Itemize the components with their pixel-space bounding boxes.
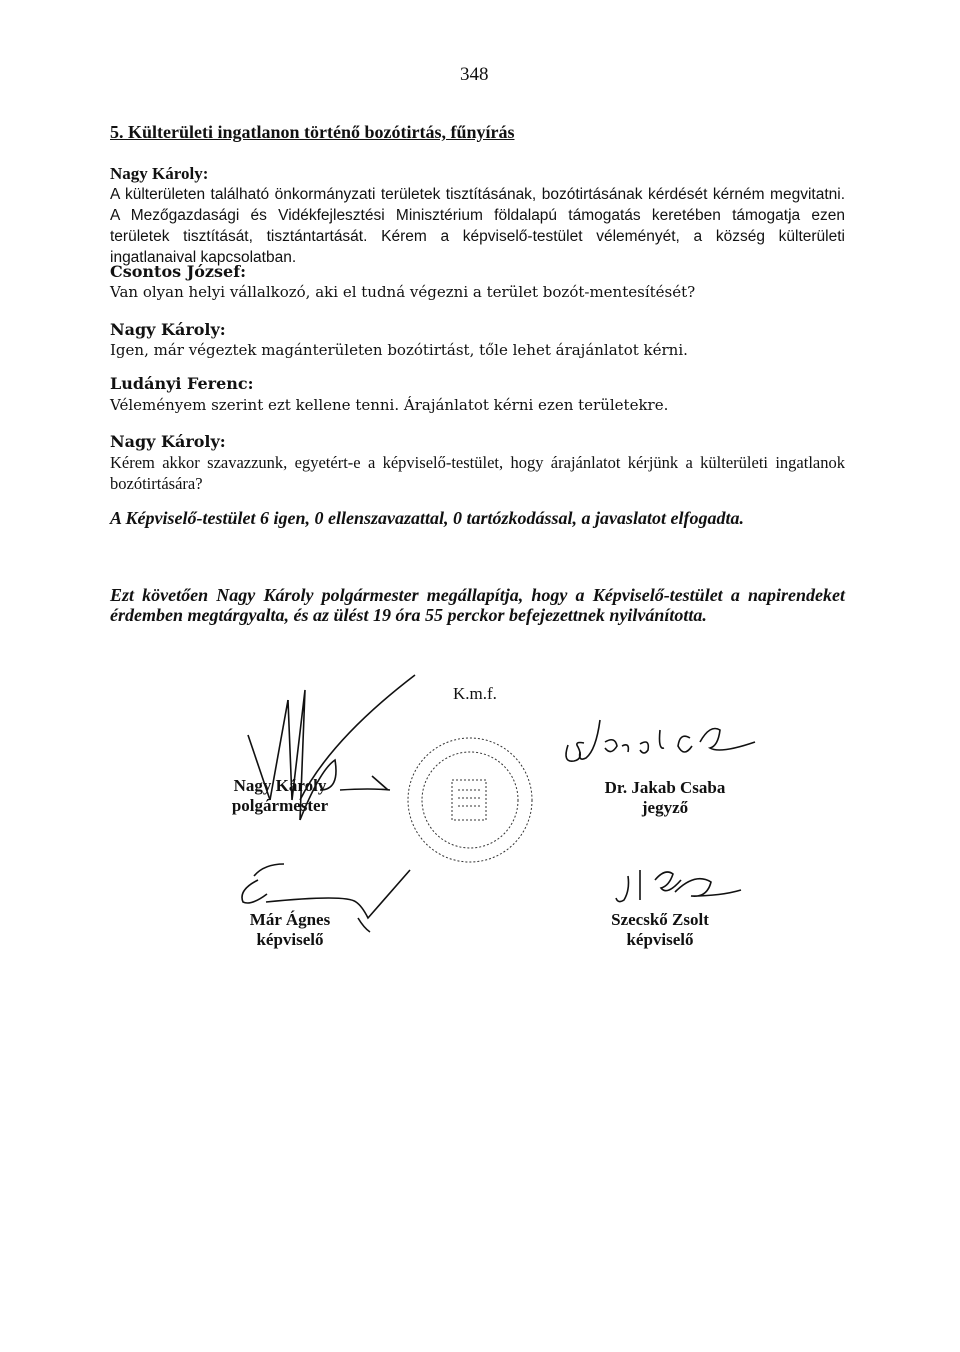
notary-signature bbox=[566, 720, 755, 761]
signatory-name: Szecskő Zsolt bbox=[611, 910, 709, 929]
speaker-label: Csontos József: bbox=[110, 262, 246, 281]
speaker-label: Ludányi Ferenc: bbox=[110, 374, 254, 393]
rep1-signature bbox=[242, 864, 410, 932]
signatory-name: Már Ágnes bbox=[249, 910, 331, 929]
signatory-role: képviselő bbox=[626, 930, 694, 949]
rep2-signature bbox=[616, 870, 741, 902]
speaker-label: Nagy Károly: bbox=[110, 164, 209, 183]
signatory-role: képviselő bbox=[256, 930, 324, 949]
decision-statement: A Képviselő-testület 6 igen, 0 ellenszavazattal, 0 tartózkodással, a javaslatot elfogadta. bbox=[110, 508, 744, 528]
dialogue-text: Véleményem szerint ezt kellene tenni. Árajánlatot kérni ezen területekre. bbox=[110, 396, 669, 414]
speaker-label: Nagy Károly: bbox=[110, 320, 226, 339]
signatory-role: polgármester bbox=[231, 796, 329, 815]
signatory-name: Nagy Károly bbox=[233, 776, 327, 795]
closing-statement: Ezt követően Nagy Károly polgármester megállapítja, hogy a Képviselő-testület a napirendeket érdemben megtárgyalta, és az ülést 19 óra 55 perckor befejezettnek nyilvánította. bbox=[110, 585, 845, 625]
dialogue-text: Van olyan helyi vállalkozó, aki el tudná végezni a terület bozót-mentesítését? bbox=[110, 283, 696, 301]
dialogue-text: Kérem akkor szavazzunk, egyetért-e a képviselő-testület, hogy árajánlatot kérjünk a külterületi ingatlanok bozótirtására? bbox=[110, 453, 845, 493]
speaker-label: Nagy Károly: bbox=[110, 432, 226, 451]
dialogue-text: Igen, már végeztek magánterületen bozótirtást, tőle lehet árajánlatot kérni. bbox=[110, 341, 688, 359]
page-number: 348 bbox=[460, 64, 489, 85]
signatory-role: jegyző bbox=[641, 798, 689, 817]
kmf-label: K.m.f. bbox=[453, 684, 497, 703]
section-heading: 5. Külterületi ingatlanon történő bozótirtás, fűnyírás bbox=[110, 122, 515, 142]
signatory-name: Dr. Jakab Csaba bbox=[604, 778, 726, 797]
mayor-signature bbox=[248, 675, 415, 820]
dialogue-text: A külterületen található önkormányzati területek tisztításának, bozótirtásának kérdését kérném megvitatni. A Mezőgazdasági és Vidékfejlesztési Minisztérium földalapú támogatás keretében támogatja ezen területek tisztítását, tisztántartását. Kérem a képviselő-testület véleményét, a község külterületi ingatlanaival kapcsolatban. bbox=[110, 186, 845, 266]
official-stamp bbox=[408, 738, 532, 862]
